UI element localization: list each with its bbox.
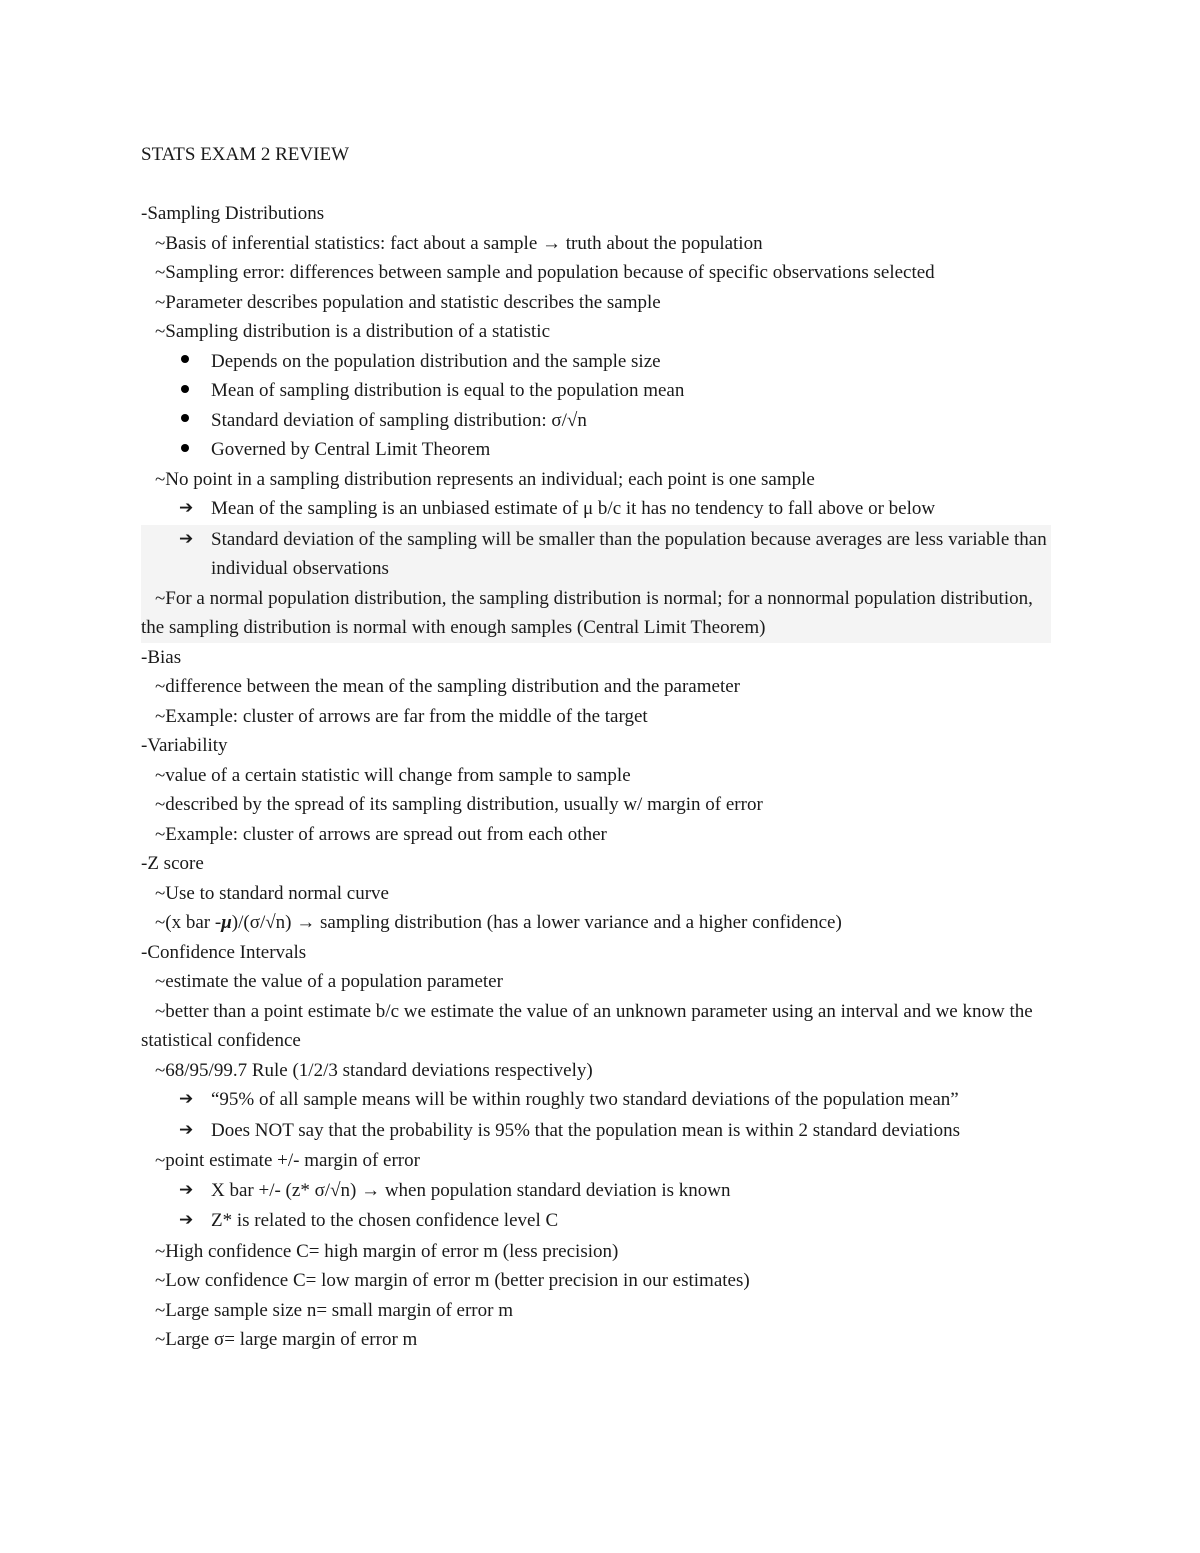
list-item: ~Example: cluster of arrows are spread out from each other xyxy=(155,823,607,845)
list-item: ~Parameter describes population and statistic describes the sample xyxy=(155,291,661,313)
arrow-right-icon: ➔ xyxy=(179,1179,194,1200)
list-item: ~Large sample size n= small margin of error m xyxy=(155,1299,513,1321)
list-item: ~68/95/99.7 Rule (1/2/3 standard deviations respectively) xyxy=(155,1059,593,1081)
bullet-dot-icon xyxy=(141,347,211,377)
arrow-right-icon: ➔ xyxy=(179,1210,194,1230)
section-heading-variability: -Variability xyxy=(141,735,228,756)
list-item: ~point estimate +/- margin of error xyxy=(155,1150,420,1171)
arrow-item: ➔ Z* is related to the chosen confidence level C xyxy=(141,1206,1051,1237)
list-item: ~Example: cluster of arrows are far from the middle of the target xyxy=(155,705,648,727)
section-heading-confidence-intervals: -Confidence Intervals xyxy=(141,941,307,963)
list-item: ~estimate the value of a population parameter xyxy=(155,971,503,992)
section-heading-z-score: -Z score xyxy=(141,853,204,874)
list-item: ~Sampling error: differences between sample and population because of specific observations selected xyxy=(155,262,935,283)
arrow-right-icon: ➔ xyxy=(179,528,194,549)
list-item: ~Sampling distribution is a distribution of a statistic xyxy=(155,321,551,342)
list-item: ~described by the spread of its sampling distribution, usually w/ margin of error xyxy=(155,794,763,815)
arrow-item: ➔ “95% of all sample means will be within roughly two standard deviations of the population mean” xyxy=(141,1085,1051,1116)
list-item: ~Large σ= large margin of error m xyxy=(155,1329,418,1350)
list-item: ~Basis of inferential statistics: fact about a sample → truth about the population xyxy=(155,232,763,254)
bullet-item: Depends on the population distribution and the sample size xyxy=(141,347,1051,377)
document-page xyxy=(141,140,1051,1355)
arrow-item: ➔ Does NOT say that the probability is 95% that the population mean is within 2 standard deviations xyxy=(141,1116,1051,1147)
bullet-item: Mean of sampling distribution is equal to the population mean xyxy=(141,376,1051,406)
section-heading-bias: -Bias xyxy=(141,646,182,668)
formula-line: ~(x bar -μ)/(σ/√n) → sampling distribution (has a lower variance and a higher confidence) xyxy=(155,912,842,933)
section-heading-sampling-distributions: -Sampling Distributions xyxy=(141,203,325,224)
arrow-item: ➔ X bar +/- (z* σ/√n) → when population standard deviation is known xyxy=(141,1176,1051,1207)
page-title: STATS EXAM 2 REVIEW xyxy=(141,144,349,165)
arrow-item: ➔ Standard deviation of the sampling will be smaller than the population because averages are less variable than individual observations xyxy=(141,525,1051,584)
list-item: ~value of a certain statistic will change from sample to sample xyxy=(155,764,631,786)
list-item: ~For a normal population distribution, the sampling distribution is normal; for a nonnormal population distribution, the sampling distribution is normal with enough samples (Central Limit Theorem) xyxy=(141,584,1051,643)
arrow-right-icon: ➔ xyxy=(179,1089,194,1109)
bullet-item: Governed by Central Limit Theorem xyxy=(141,435,1051,465)
arrow-right-icon: ➔ xyxy=(179,1119,194,1140)
bullet-dot-icon xyxy=(141,435,211,465)
list-item: ~Use to standard normal curve xyxy=(155,882,389,904)
list-item: ~No point in a sampling distribution represents an individual; each point is one sample xyxy=(155,468,815,490)
bullet-dot-icon xyxy=(141,376,211,406)
list-item: ~difference between the mean of the sampling distribution and the parameter xyxy=(155,676,740,697)
bullet-item: Standard deviation of sampling distribution: σ/√n xyxy=(141,406,1051,436)
list-item: ~High confidence C= high margin of error m (less precision) xyxy=(155,1240,619,1262)
arrow-item: ➔ Mean of the sampling is an unbiased estimate of μ b/c it has no tendency to fall above or below xyxy=(141,494,1051,525)
list-item: ~better than a point estimate b/c we estimate the value of an unknown parameter using an interval and we know the statistical confidence xyxy=(141,1000,1033,1051)
bullet-dot-icon xyxy=(141,406,211,436)
arrow-right-icon: ➔ xyxy=(179,498,194,518)
list-item: ~Low confidence C= low margin of error m (better precision in our estimates) xyxy=(155,1270,750,1291)
